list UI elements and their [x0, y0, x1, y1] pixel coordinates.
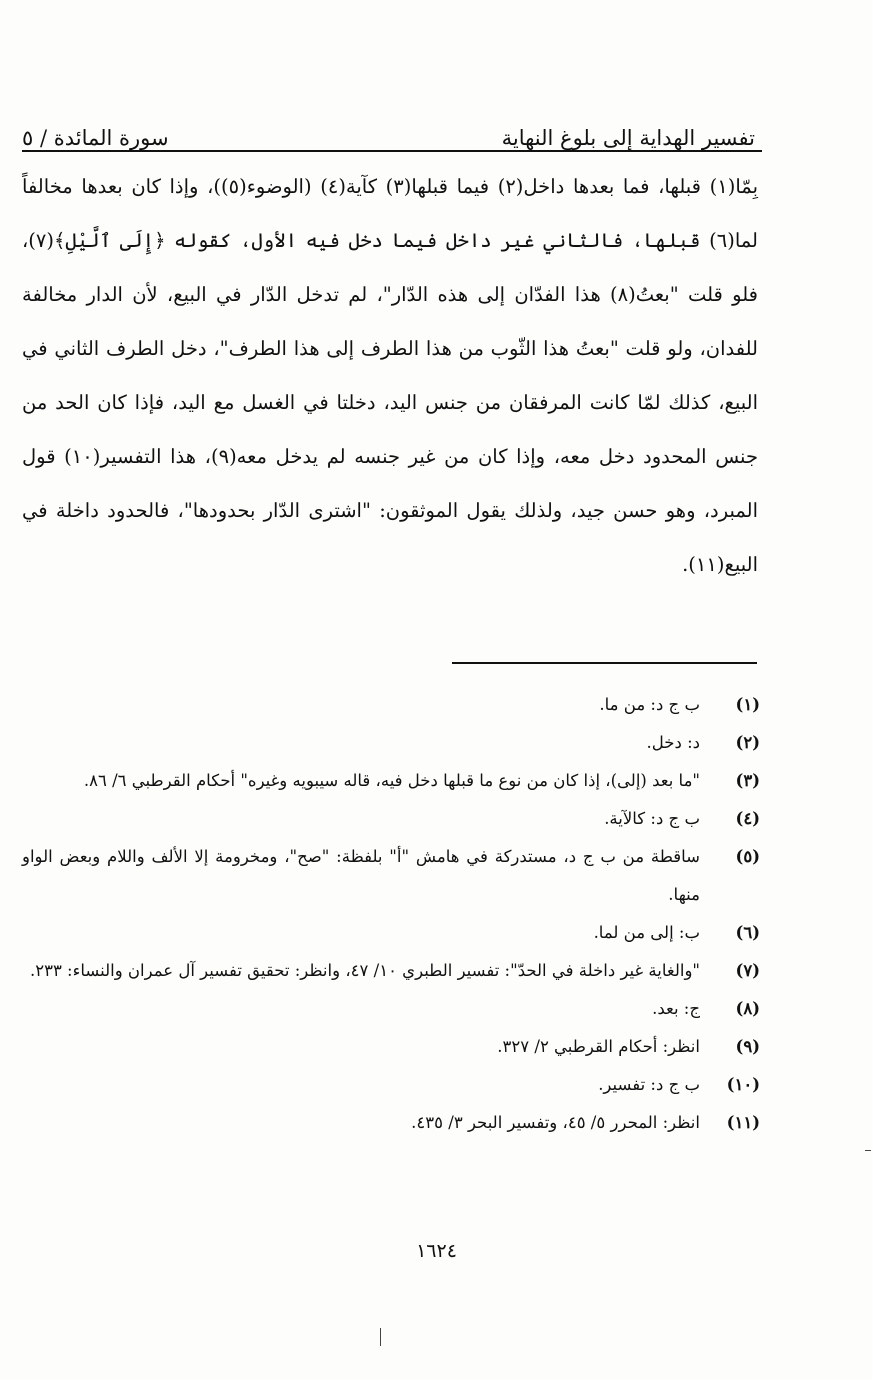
footnote: [22, 952, 760, 990]
footnote: [22, 914, 760, 952]
footnote: [22, 990, 760, 1028]
footnote-text: "ما بعد (إلى)، إذا كان من نوع ما قبلها دخل فيه، قاله سيبويه وغيره" أحكام القرطبي ٦/ ٨٦.: [83, 771, 700, 790]
scan-mark: [865, 1150, 871, 1151]
footnote: [22, 1028, 760, 1066]
page-number: ١٦٢٤: [416, 1240, 457, 1262]
footnote-number: (٩): [735, 1037, 760, 1056]
footnote-text: ب ج د: من ما.: [599, 695, 700, 714]
footnote: [22, 1104, 760, 1142]
main-paragraph: بِمّا(١) قبلها، فما بعدها داخل(٢) فيما قبلها(٣) كآية(٤) (الوضوء(٥))، وإذا كان بعدها مخالفاً لما(٦) قبلها، فالثاني غير داخل فيما دخل فيه الأول، كقوله ﴿إِلَى ٱلَّيْلِ﴾(٧)، فلو قلت "بعتُ(٨) هذا الفدّان إلى هذه الدّار"، لم تدخل الدّار في البيع، لأن الدار مخالفة للفدان، ولو قلت "بعتُ هذا الثّوب من هذا الطرف إلى هذا الطرف"، دخل الطرف الثاني في البيع، كذلك لمّا كانت المرفقان من جنس اليد، دخلتا في الغسل مع اليد، فإذا كان الحد من جنس المحدود دخل معه، وإذا كان من غير جنسه لم يدخل معه(٩)، هذا التفسير(١٠) قول المبرد، وهو حسن جيد، ولذلك يقول الموثقون: "اشترى الدّار بحدودها"، فالحدود داخلة في البيع(١١).: [22, 175, 758, 576]
footnote-text: "والغاية غير داخلة في الحدّ": تفسير الطبري ١٠/ ٤٧، وانظر: تحقيق تفسير آل عمران والنساء: ٢٣٣.: [29, 961, 700, 980]
footnote-number: (٨): [735, 999, 760, 1018]
footnote-number: (١٠): [726, 1075, 760, 1094]
footnote-number: (٣): [735, 771, 760, 790]
scan-mark: [380, 1328, 381, 1346]
footnote: [22, 686, 760, 724]
surah-label: سورة المائدة / ٥: [22, 126, 169, 150]
footnote: [22, 1066, 760, 1104]
footnote-text: ساقطة من ب ج د، مستدركة في هامش "أ" بلفظة: "صح"، ومخرومة إلا الألف واللام وبعض الواو منها.: [22, 847, 700, 904]
footnote: [22, 838, 760, 914]
footnote-text: ب ج د: تفسير.: [598, 1075, 700, 1094]
footnote-text: ب ج د: كالآية.: [604, 809, 700, 828]
footnote-text: د: دخل.: [646, 733, 700, 752]
footnote-text: ب: إلى من لما.: [593, 923, 700, 942]
footnote: [22, 762, 760, 800]
footnote-number: (١١): [726, 1113, 760, 1132]
footnotes: [22, 686, 760, 1142]
footnote-text: ج: بعد.: [652, 999, 700, 1018]
footnote-number: (٥): [735, 847, 760, 866]
footnote: [22, 800, 760, 838]
footnote-number: (١): [735, 695, 760, 714]
footnote-number: (٤): [735, 809, 760, 828]
footnote-text: انظر: المحرر ٥/ ٤٥، وتفسير البحر ٣/ ٤٣٥.: [411, 1113, 700, 1132]
footnote-separator: [452, 662, 757, 664]
footnote-number: (٢): [735, 733, 760, 752]
header-rule: [22, 150, 762, 152]
footnote-text: انظر: أحكام القرطبي ٢/ ٣٢٧.: [497, 1037, 700, 1056]
book-title: تفسير الهداية إلى بلوغ النهاية: [501, 126, 755, 150]
footnote-number: (٦): [735, 923, 760, 942]
footnote-number: (٧): [735, 961, 760, 980]
footnote: [22, 724, 760, 762]
running-header: [22, 102, 755, 150]
